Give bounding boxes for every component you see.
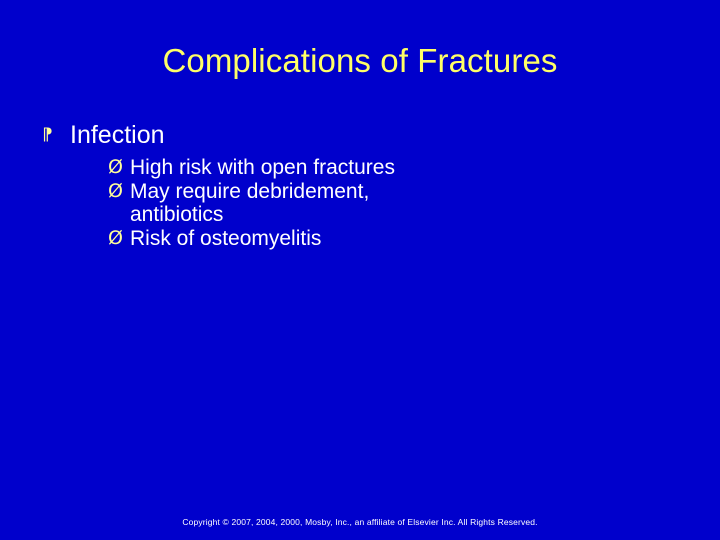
list-item-label: High risk with open fractures	[130, 156, 395, 179]
list-item	[108, 156, 680, 180]
list-item-label: Risk of osteomyelitis	[130, 226, 322, 250]
bullet-marker-icon: ⁋	[42, 125, 53, 145]
slide-body	[40, 120, 680, 250]
sub-bullet-marker-icon: Ø	[108, 179, 123, 202]
copyright-footer: Copyright © 2007, 2004, 2000, Mosby, Inc., an affiliate of Elsevier Inc. All Rights Reserved.	[182, 517, 538, 527]
sub-bullet-marker-icon: Ø	[108, 226, 123, 249]
list-item-label: May require debridement, antibiotics	[130, 179, 370, 226]
list-item	[108, 180, 680, 227]
sub-list	[108, 156, 680, 250]
list-item	[108, 227, 680, 251]
list-item-label: Infection	[70, 121, 165, 149]
list-item	[40, 120, 680, 150]
page-title: Complications of Fractures	[162, 42, 558, 79]
sub-bullet-marker-icon: Ø	[108, 156, 123, 178]
